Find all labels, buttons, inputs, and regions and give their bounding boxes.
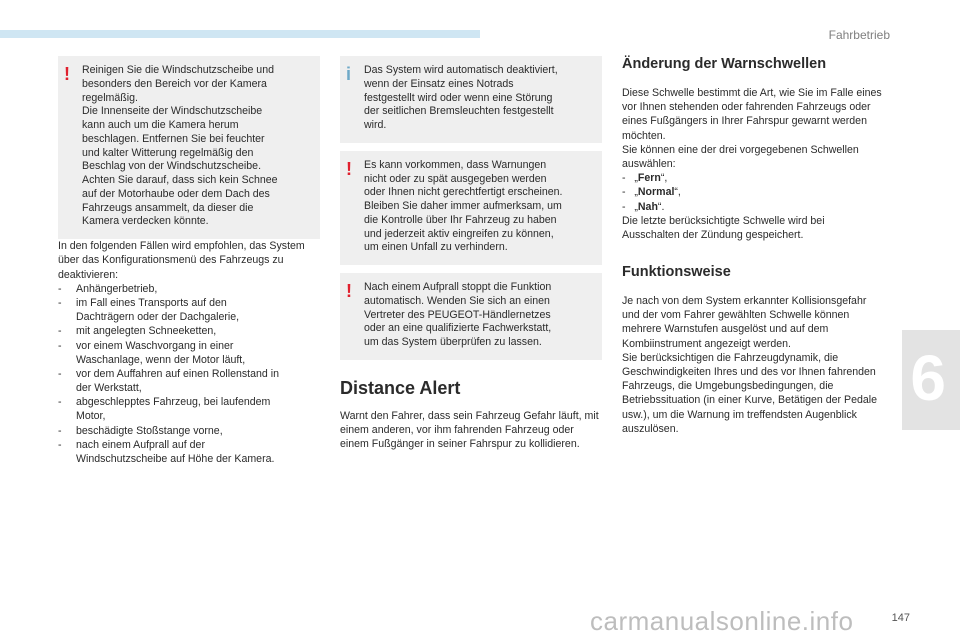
warning-box-after-impact <box>340 273 602 360</box>
list-item: - Anhängerbetrieb, <box>58 282 320 296</box>
info-text: Das System wird automatisch deaktiviert, wenn der Einsatz eines Notrads festgestellt wird oder wenn eine Störung der seitlichen Bremsleuchten festgestellt wird. <box>364 64 558 132</box>
deactivation-intro: In den folgenden Fällen wird empfohlen, das System über das Konfigurationsmenü des Fahrzeugs zu deaktivieren: <box>58 240 305 281</box>
list-item: - abgeschlepptes Fahrzeug, bei laufendem Motor, <box>58 395 320 423</box>
distance-alert-body: Warnt den Fahrer, dass sein Fahrzeug Gefahr läuft, mit einem anderen, vor ihm fahrenden Fahrzeug oder einem Fußgänger in seiner Fahrspur zu kollidieren. <box>340 410 599 451</box>
warning-box-attention <box>340 151 602 265</box>
function-paragraph-1: Je nach von dem System erkannter Kollisionsgefahr und der vom Fahrer gewählten Schwelle können mehrere Warnstufen ausgelöst und auf dem Kombiinstrument angezeigt werden. <box>622 295 867 350</box>
warning-text: Nach einem Aufprall stoppt die Funktion automatisch. Wenden Sie sich an einen Vertreter des PEUGEOT-Händlernetzes oder an eine qualifizierte Fachwerkstatt, um das System überprüfen zu lassen. <box>364 281 552 349</box>
list-item: - mit angelegten Schneeketten, <box>58 324 320 338</box>
chapter-number: 6 <box>910 342 946 414</box>
watermark: carmanualsonline.info <box>590 606 854 636</box>
warning-text: Es kann vorkommen, dass Warnungen nicht oder zu spät ausgegeben werden oder Ihnen nicht gerechtfertigt erscheinen. Bleiben Sie daher immer aufmerksam, um die Kontrolle über Ihr Fahrzeug zu haben und jederzeit aktiv eingreifen zu können, um einen Unfall zu verhindern. <box>364 158 563 254</box>
threshold-heading: Änderung der Warnschwellen <box>622 56 827 72</box>
warning-exclamation-icon: ! <box>346 158 352 179</box>
function-paragraph-2: Sie berücksichtigen die Fahrzeugdynamik, die Geschwindigkeiten Ihres und des vor Ihnen fahrenden Fahrzeugs, die Umgebungsbedingungen, die Betriebssituation (in einer Kurve, Betätigen der Pedale usw.), um die Warnung im treffendsten Augenblick auszulösen. <box>622 351 877 435</box>
column-right <box>622 56 884 436</box>
list-item: - im Fall eines Transports auf den Dachträgern oder der Dachgalerie, <box>58 296 320 324</box>
warning-exclamation-icon: ! <box>64 64 70 84</box>
column-left <box>58 56 320 466</box>
threshold-option-normal: - „Normal“, <box>622 186 681 199</box>
column-middle <box>340 56 602 452</box>
header-bar <box>0 30 480 38</box>
list-item: - beschädigte Stoßstange vorne, <box>58 424 320 438</box>
info-i-icon: i <box>346 64 352 84</box>
warning-text: Reinigen Sie die Windschutzscheibe und besonders den Bereich vor der Kamera regelmäßig. Die Innenseite der Windschutzscheibe kann auch um die Kamera herum beschlagen. Entfernen Sie bei feuchter und kalter Witterung regelmäßig den Beschlag von der Windschutzscheibe. Achten Sie darauf, dass sich kein Schnee auf der Motorhaube oder dem Dach des Fahrzeugs ansammelt, da dieser die Kamera verdecken könnte. <box>82 64 278 228</box>
threshold-description: Diese Schwelle bestimmt die Art, wie Sie im Falle eines vor Ihnen stehenden oder fahrenden Fahrzeugs oder eines Fußgängers in Ihrer Fahrspur gewarnt werden möchten. <box>622 87 882 142</box>
threshold-options <box>622 171 884 214</box>
page-number: 147 <box>891 612 910 624</box>
threshold-option-fern: - „Fern“, <box>622 172 668 185</box>
threshold-option-nah: - „Nah“. <box>622 200 665 213</box>
section-title: Fahrbetrieb <box>828 28 890 42</box>
distance-alert-heading: Distance Alert <box>340 378 461 399</box>
warning-box-camera-cleaning <box>58 56 320 239</box>
list-item: - vor dem Auffahren auf einen Rollenstand in der Werkstatt, <box>58 367 320 395</box>
info-box-auto-deactivation <box>340 56 602 143</box>
warning-exclamation-icon: ! <box>346 281 352 302</box>
list-item: - nach einem Aufprall auf der Windschutzscheibe auf Höhe der Kamera. <box>58 438 320 466</box>
threshold-choice-intro: Sie können eine der drei vorgegebenen Schwellen auswählen: <box>622 143 859 170</box>
function-heading: Funktionsweise <box>622 264 731 281</box>
deactivation-list <box>58 282 320 466</box>
list-item: - vor einem Waschvorgang in einer Waschanlage, wenn der Motor läuft, <box>58 339 320 367</box>
threshold-saved-note: Die letzte berücksichtigte Schwelle wird bei Ausschalten der Zündung gespeichert. <box>622 214 825 241</box>
